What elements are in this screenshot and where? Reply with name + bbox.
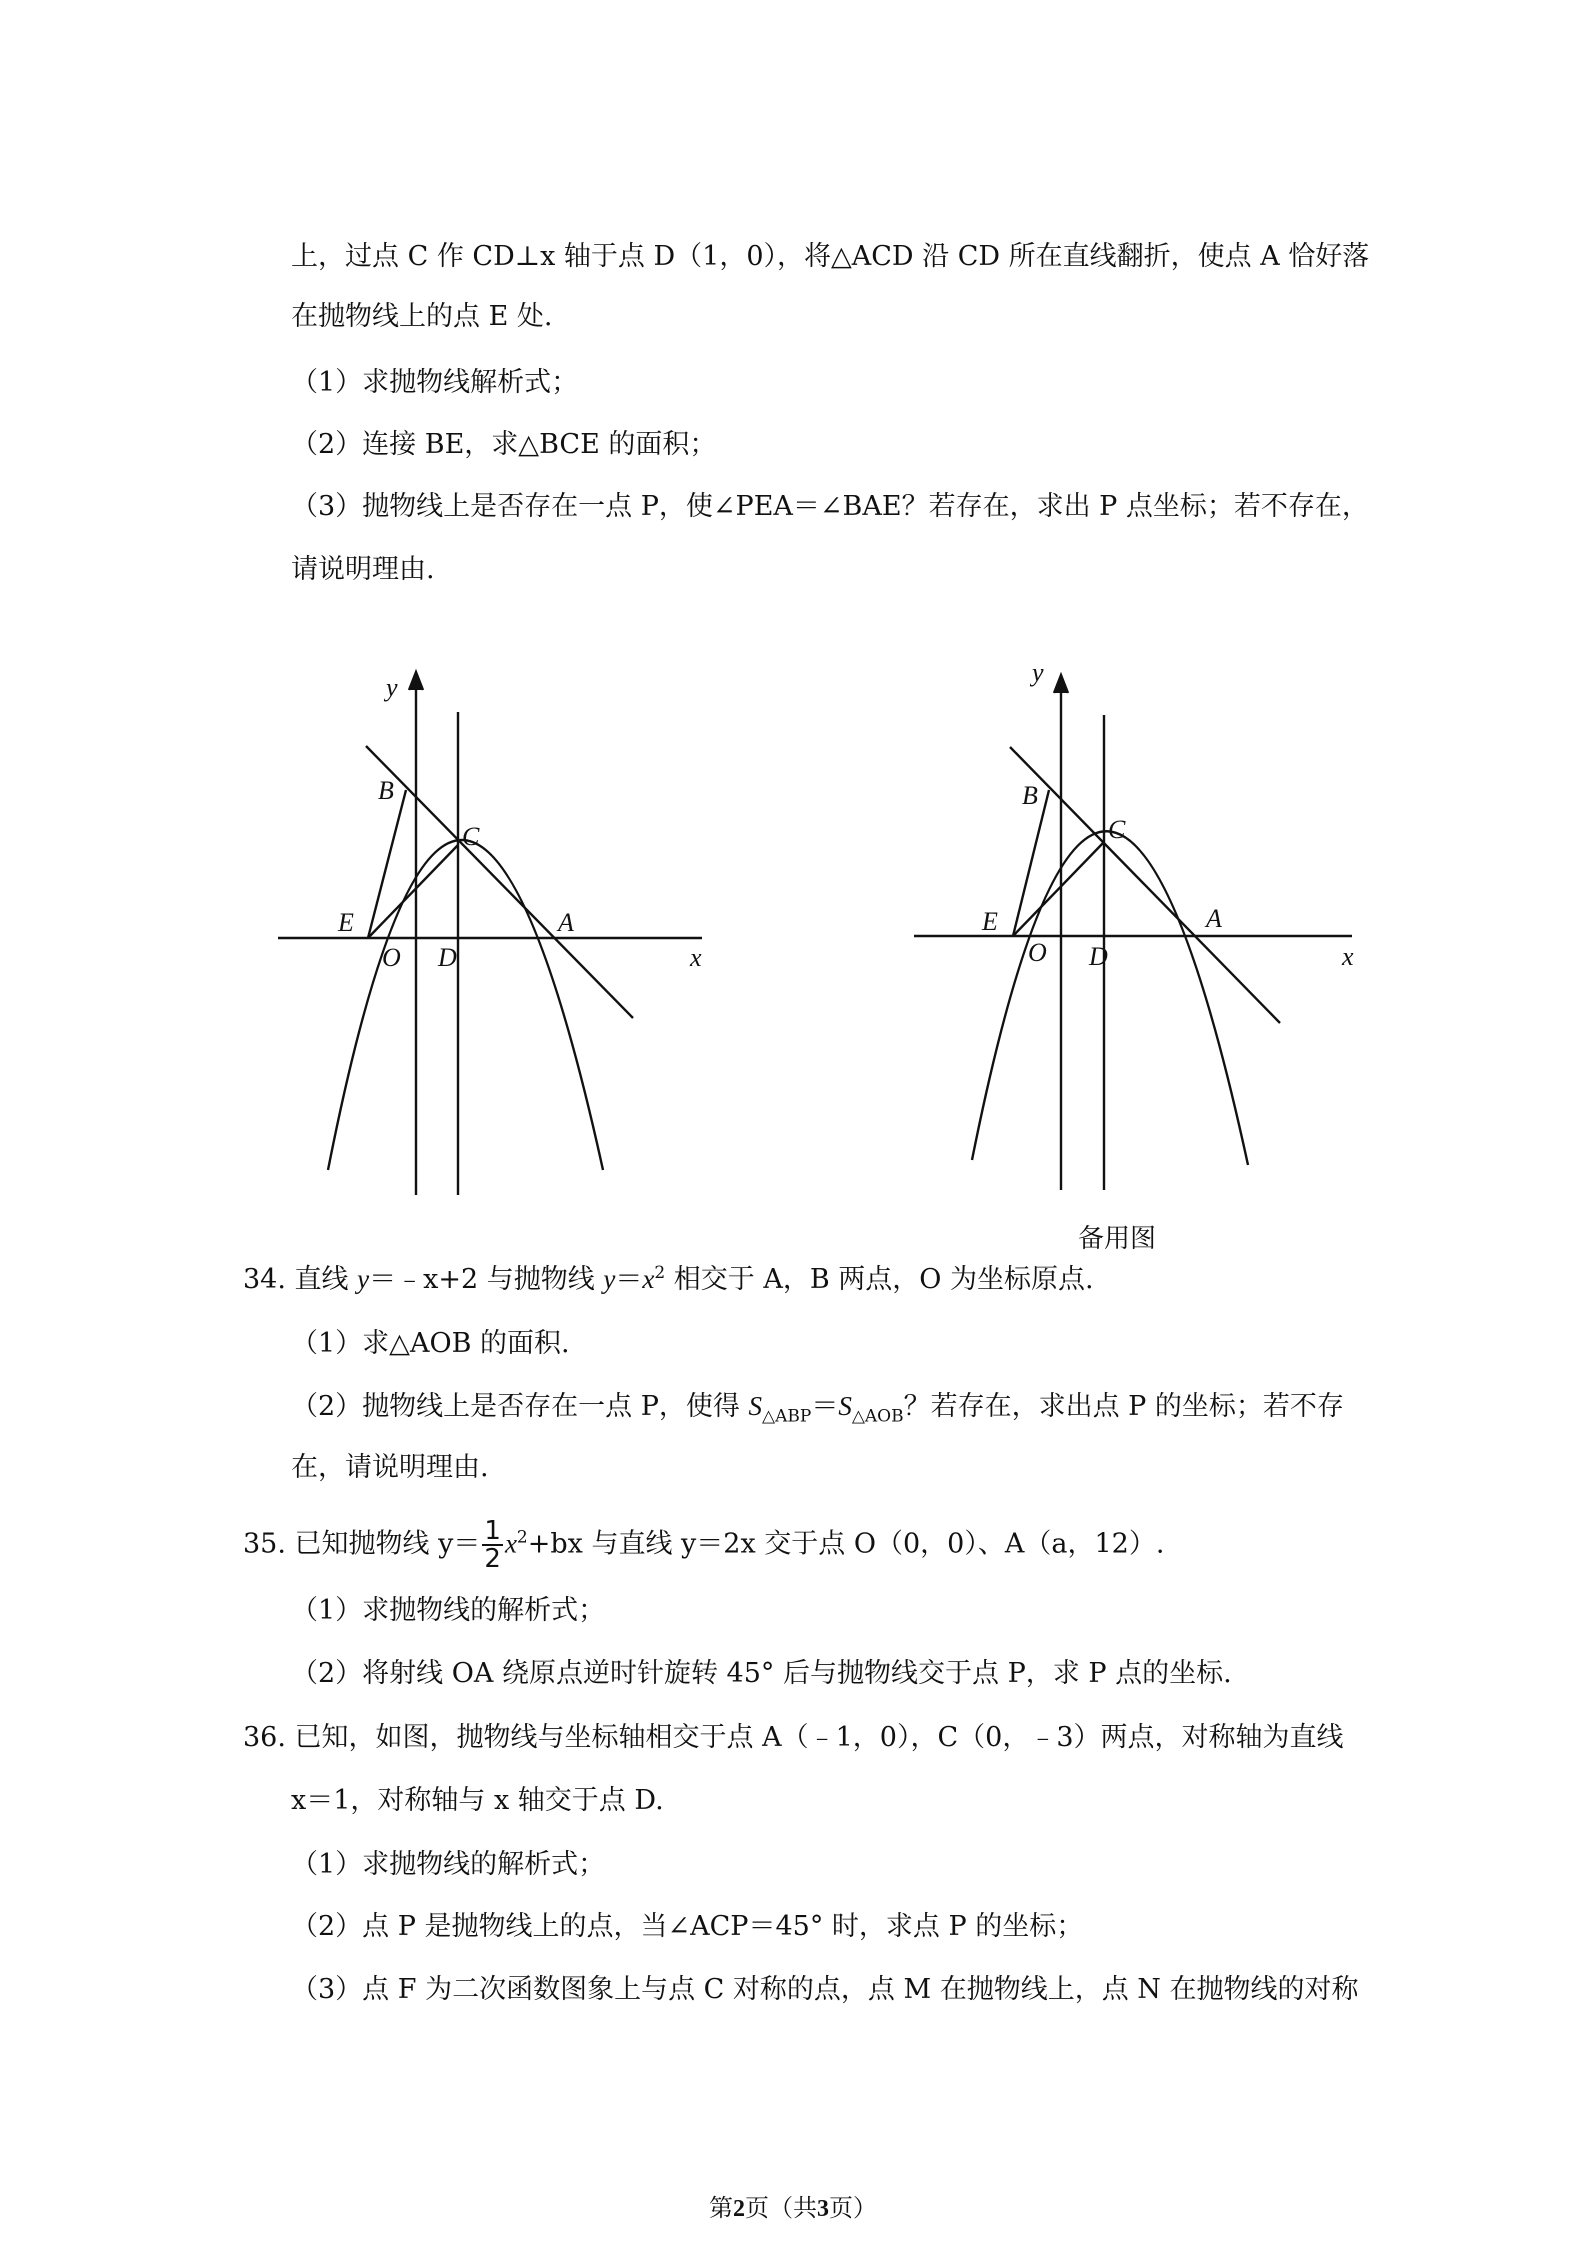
q36-stem-line2: x＝1，对称轴与 x 轴交于点 D. bbox=[291, 1785, 664, 1816]
q34-s2: S bbox=[838, 1391, 852, 1421]
q35-frac-den: 2 bbox=[484, 1544, 501, 1574]
fig2-label-c: C bbox=[1108, 815, 1126, 844]
q34-tail: 相交于 A，B 两点，O 为坐标原点. bbox=[673, 1264, 1094, 1295]
footer-post: 页） bbox=[829, 2194, 877, 2222]
q34-eq2-x: x bbox=[642, 1264, 655, 1294]
q34-eq2-exp: 2 bbox=[654, 1263, 666, 1283]
q34-eq2-eq: ＝ bbox=[615, 1264, 643, 1295]
footer-pre: 第 bbox=[709, 2194, 733, 2222]
fig2-label-a: A bbox=[1206, 904, 1222, 933]
q34-mid: 与抛物线 bbox=[486, 1264, 595, 1295]
backup-figure-caption: 备用图 bbox=[1078, 1224, 1157, 1254]
fig1-label-d: D bbox=[438, 943, 457, 972]
fig2-label-y: y bbox=[1032, 658, 1044, 687]
fig2-label-e: E bbox=[982, 907, 998, 936]
q35-part2: （2）将射线 OA 绕原点逆时针旋转 45° 后与抛物线交于点 P，求 P 点的坐标. bbox=[291, 1658, 1232, 1689]
footer-total-pages: 3 bbox=[817, 2196, 829, 2222]
fig2-label-d: D bbox=[1089, 942, 1108, 971]
q34-eq1-rhs: ＝﹣x+2 bbox=[369, 1264, 479, 1295]
q33-text-line1: 上，过点 C 作 CD⊥x 轴于点 D（1，0），将△ACD 沿 CD 所在直线翻折，使点 A 恰好落 bbox=[291, 241, 1370, 272]
q34-sub2: △AOB bbox=[851, 1406, 904, 1427]
q34-number: 34. bbox=[243, 1264, 286, 1295]
fig1-label-e: E bbox=[338, 908, 354, 937]
q35-part1: （1）求抛物线的解析式； bbox=[291, 1595, 606, 1626]
q34-eq1-lhs: y bbox=[357, 1264, 370, 1294]
q34-part2 bbox=[0, 1389, 1586, 1427]
q35-fraction bbox=[482, 1518, 503, 1572]
q33-text-line2: 在抛物线上的点 E 处. bbox=[291, 301, 553, 332]
fig1-label-x: x bbox=[690, 943, 702, 972]
footer-mid: 页（共 bbox=[745, 2194, 817, 2222]
q34-part1: （1）求△AOB 的面积. bbox=[291, 1328, 570, 1359]
q33-part1: （1）求抛物线解析式； bbox=[291, 367, 579, 398]
q35-exp: 2 bbox=[516, 1527, 528, 1548]
q36-part2: （2）点 P 是抛物线上的点，当∠ACP＝45° 时，求点 P 的坐标； bbox=[291, 1911, 1084, 1942]
fig1-label-a: A bbox=[558, 908, 574, 937]
q34-part2-pre: （2）抛物线上是否存在一点 P，使得 bbox=[291, 1391, 749, 1422]
fig1-label-y: y bbox=[386, 673, 398, 702]
q35-post: +bx 与直线 y＝2x 交于点 O（0，0）、A（a，12）. bbox=[527, 1528, 1165, 1560]
q36-number: 36. bbox=[243, 1722, 286, 1753]
q34-part2-post: ？若存在，求出点 P 的坐标；若不存 bbox=[903, 1391, 1344, 1422]
q35-number: 35. bbox=[243, 1528, 286, 1560]
q33-part3-cont: 请说明理由. bbox=[291, 554, 435, 585]
fig1-label-c: C bbox=[462, 822, 480, 851]
fig2-label-b: B bbox=[1022, 781, 1038, 810]
q34-stem bbox=[0, 1262, 1586, 1297]
q34-sub1: △ABP bbox=[762, 1406, 812, 1427]
q35-pre: 已知抛物线 y＝ bbox=[294, 1528, 481, 1560]
q33-main-figure bbox=[270, 660, 720, 1210]
q33-part2: （2）连接 BE，求△BCE 的面积； bbox=[291, 429, 717, 460]
q34-eqsign: ＝ bbox=[811, 1391, 839, 1422]
q34-s1: S bbox=[748, 1391, 763, 1421]
fig2-label-x: x bbox=[1342, 942, 1354, 971]
q36-part3: （3）点 F 为二次函数图象上与点 C 对称的点，点 M 在抛物线上，点 N 在抛物线的对称 bbox=[291, 1974, 1359, 2005]
page-footer bbox=[0, 2188, 1586, 2223]
q34-part2-cont: 在，请说明理由. bbox=[291, 1452, 489, 1483]
q34-pre: 直线 bbox=[294, 1264, 349, 1295]
q35-frac-num: 1 bbox=[484, 1516, 501, 1546]
q36-stem-line1 bbox=[0, 1721, 1586, 1755]
q36-part1: （1）求抛物线的解析式； bbox=[291, 1849, 606, 1880]
q34-eq2-lhs: y bbox=[603, 1264, 616, 1294]
q33-backup-figure bbox=[906, 655, 1366, 1210]
q35-x: x bbox=[504, 1528, 517, 1559]
fig1-label-b: B bbox=[378, 776, 394, 805]
footer-page-number: 2 bbox=[733, 2196, 745, 2222]
q33-part3: （3）抛物线上是否存在一点 P，使∠PEA＝∠BAE？若存在，求出 P 点坐标；若不存在， bbox=[291, 491, 1369, 522]
fig1-label-o: O bbox=[382, 943, 401, 972]
q36-line1: 已知，如图，抛物线与坐标轴相交于点 A（﹣1，0），C（0，﹣3）两点，对称轴为直线 bbox=[294, 1722, 1344, 1753]
q35-stem bbox=[0, 1518, 1586, 1572]
fig2-label-o: O bbox=[1028, 938, 1047, 967]
